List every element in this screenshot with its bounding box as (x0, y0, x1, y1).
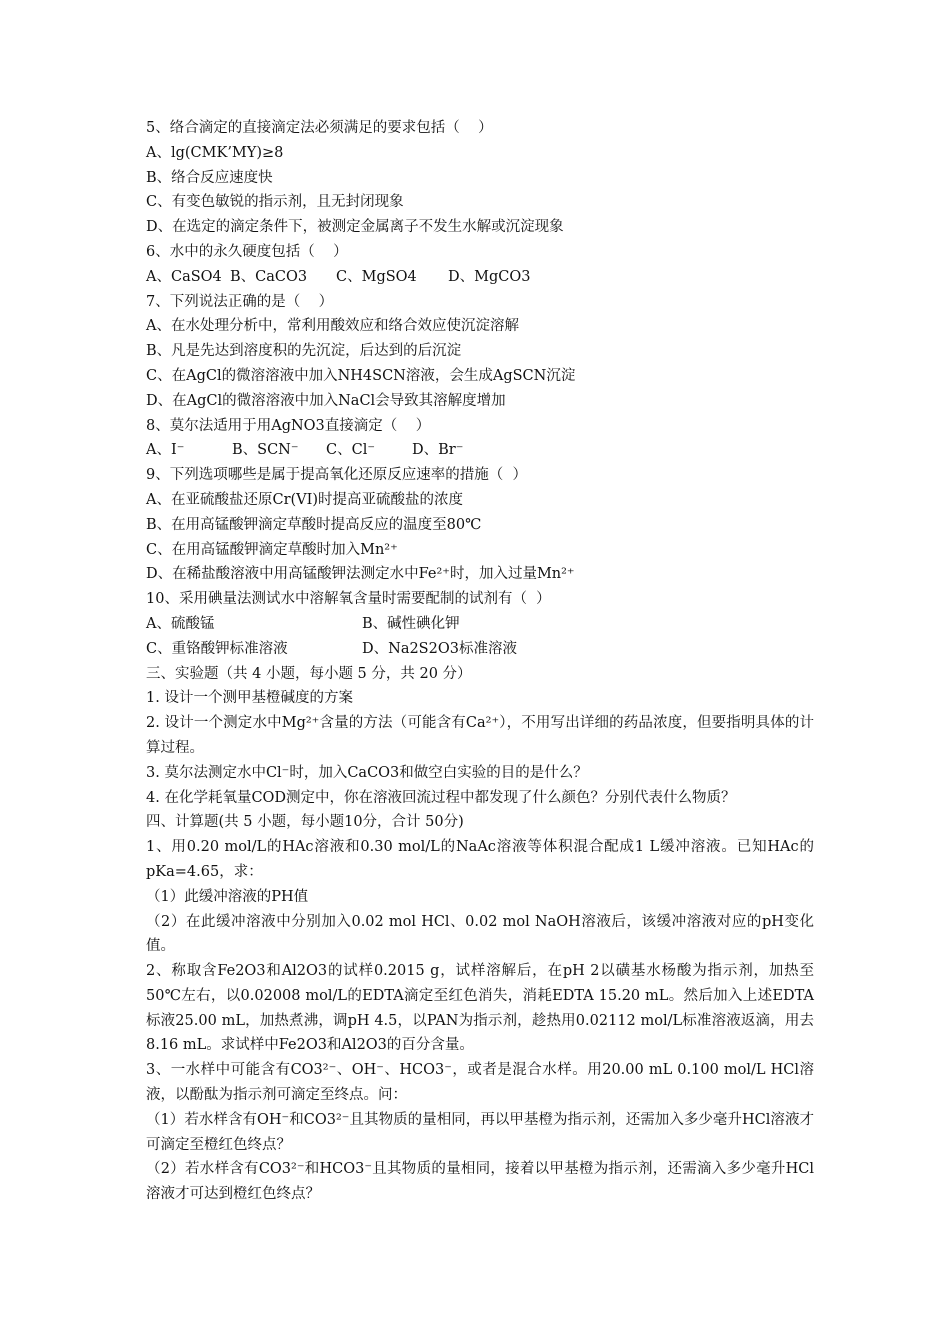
q9-option-d: D、在稀盐酸溶液中用高锰酸钾法测定水中Fe²⁺时，加入过量Mn²⁺ (146, 566, 575, 583)
q7-option-b: B、凡是先达到溶度积的先沉淀，后达到的后沉淀 (146, 343, 462, 360)
q6-option-a: A、CaSO4 (146, 268, 222, 285)
problem1-sub2: （2）在此缓冲溶液中分别加入0.02 mol HCl、0.02 mol NaOH溶液后，该缓冲溶液对应的pH变化值。 (146, 913, 814, 955)
q7-stem: 7、下列说法正确的是（ ） (146, 293, 334, 310)
problem3-stem: 3、一水样中可能含有CO3²⁻、OH⁻、HCO3⁻，或者是混合水样。用20.00 mL 0.100 mol/L HCl溶液，以酚酞为指示剂可滴定至终点。问： (146, 1062, 814, 1104)
q6-option-c: C、MgSO4 (336, 268, 417, 285)
q10-options-row1 (146, 612, 814, 637)
q6-stem: 6、水中的永久硬度包括（ ） (146, 243, 348, 260)
q8-options (146, 438, 814, 463)
q10-options-row2 (146, 637, 814, 662)
q10-option-d: D、Na2S2O3标准溶液 (362, 640, 517, 657)
q5-stem: 5、络合滴定的直接滴定法必须满足的要求包括（ ） (146, 120, 493, 136)
section3-item-4: 4. 在化学耗氧量COD测定中，你在溶液回流过程中都发现了什么颜色？分别代表什么物质？ (146, 789, 736, 806)
section3-item-3: 3. 莫尔法测定水中Cl⁻时，加入CaCO3和做空白实验的目的是什么？ (146, 764, 588, 781)
q8-option-d: D、Br⁻ (412, 442, 464, 459)
section3-title: 三、实验题（共 4 小题，每小题 5 分，共 20 分） (146, 665, 472, 682)
problem1-sub1: （1）此缓冲溶液的PH值 (146, 888, 309, 905)
q9-stem: 9、下列选项哪些是属于提高氧化还原反应速率的措施（ ） (146, 467, 527, 484)
section3-item-2: 2. 设计一个测定水中Mg²⁺含量的方法（可能含有Ca²⁺），不用写出详细的药品浓度，但要指明具体的计算过程。 (146, 715, 814, 756)
q5-option-c: C、有变色敏锐的指示剂，且无封闭现象 (146, 194, 404, 211)
q9-option-a: A、在亚硫酸盐还原Cr(VI)时提高亚硫酸盐的浓度 (146, 491, 464, 508)
q6-option-d: D、MgCO3 (448, 268, 531, 285)
exam-content (146, 116, 814, 1207)
problem3-sub2: （2）若水样含有CO3²⁻和HCO3⁻且其物质的量相同，接着以甲基橙为指示剂，还需滴入多少毫升HCl溶液才可达到橙红色终点？ (146, 1161, 814, 1203)
q8-option-c: C、Cl⁻ (326, 442, 375, 459)
problem1-stem: 1、用0.20 mol/L的HAc溶液和0.30 mol/L的NaAc溶液等体积混合配成1 L缓冲溶液。已知HAc的pKa=4.65，求： (146, 839, 814, 880)
problem3-sub1: （1）若水样含有OH⁻和CO3²⁻且其物质的量相同，再以甲基橙为指示剂，还需加入多少毫升HCl溶液才可滴定至橙红色终点？ (146, 1111, 814, 1153)
q7-option-a: A、在水处理分析中，常利用酸效应和络合效应使沉淀溶解 (146, 318, 519, 335)
q9-option-c: C、在用高锰酸钾滴定草酸时加入Mn²⁺ (146, 541, 398, 558)
q10-option-a: A、硫酸锰 (146, 615, 215, 632)
q9-option-b: B、在用高锰酸钾滴定草酸时提高反应的温度至80℃ (146, 516, 482, 533)
section4-title: 四、计算题(共 5 小题，每小题10分，合计 50分) (146, 814, 464, 831)
q8-option-b: B、SCN⁻ (232, 442, 299, 459)
problem2: 2、称取含Fe2O3和Al2O3的试样0.2015 g，试样溶解后，在pH 2以磺基水杨酸为指示剂，加热至50℃左右，以0.02008 mol/L的EDTA滴定至红色消失，消耗EDTA 15.20 mL。然后加入上述EDTA标液25.00 mL，加热煮沸，调pH 4.5，以PAN为指示剂，趁热用0.02112 mol/L标准溶液返滴，用去8.16 mL。求试样中Fe2O3和Al2O3的百分含量。 (146, 963, 814, 1054)
q10-option-b: B、碱性碘化钾 (362, 615, 460, 632)
q10-option-c: C、重铬酸钾标准溶液 (146, 640, 288, 657)
q6-option-b: B、CaCO3 (230, 268, 308, 285)
q5-option-a: A、lg(CMK’MY)≥8 (146, 144, 284, 161)
q5-option-b: B、络合反应速度快 (146, 169, 273, 186)
q7-option-d: D、在AgCl的微溶溶液中加入NaCl会导致其溶解度增加 (146, 392, 506, 409)
q5-option-d: D、在选定的滴定条件下，被测定金属离子不发生水解或沉淀现象 (146, 219, 564, 236)
q10-stem: 10、采用碘量法测试水中溶解氧含量时需要配制的试剂有（ ） (146, 591, 551, 608)
q8-stem: 8、莫尔法适用于用AgNO3直接滴定（ ） (146, 417, 431, 434)
section3-item-1: 1. 设计一个测甲基橙碱度的方案 (146, 690, 353, 707)
q6-options (146, 265, 814, 290)
q7-option-c: C、在AgCl的微溶溶液中加入NH4SCN溶液，会生成AgSCN沉淀 (146, 367, 576, 384)
q8-option-a: A、I⁻ (146, 442, 185, 459)
